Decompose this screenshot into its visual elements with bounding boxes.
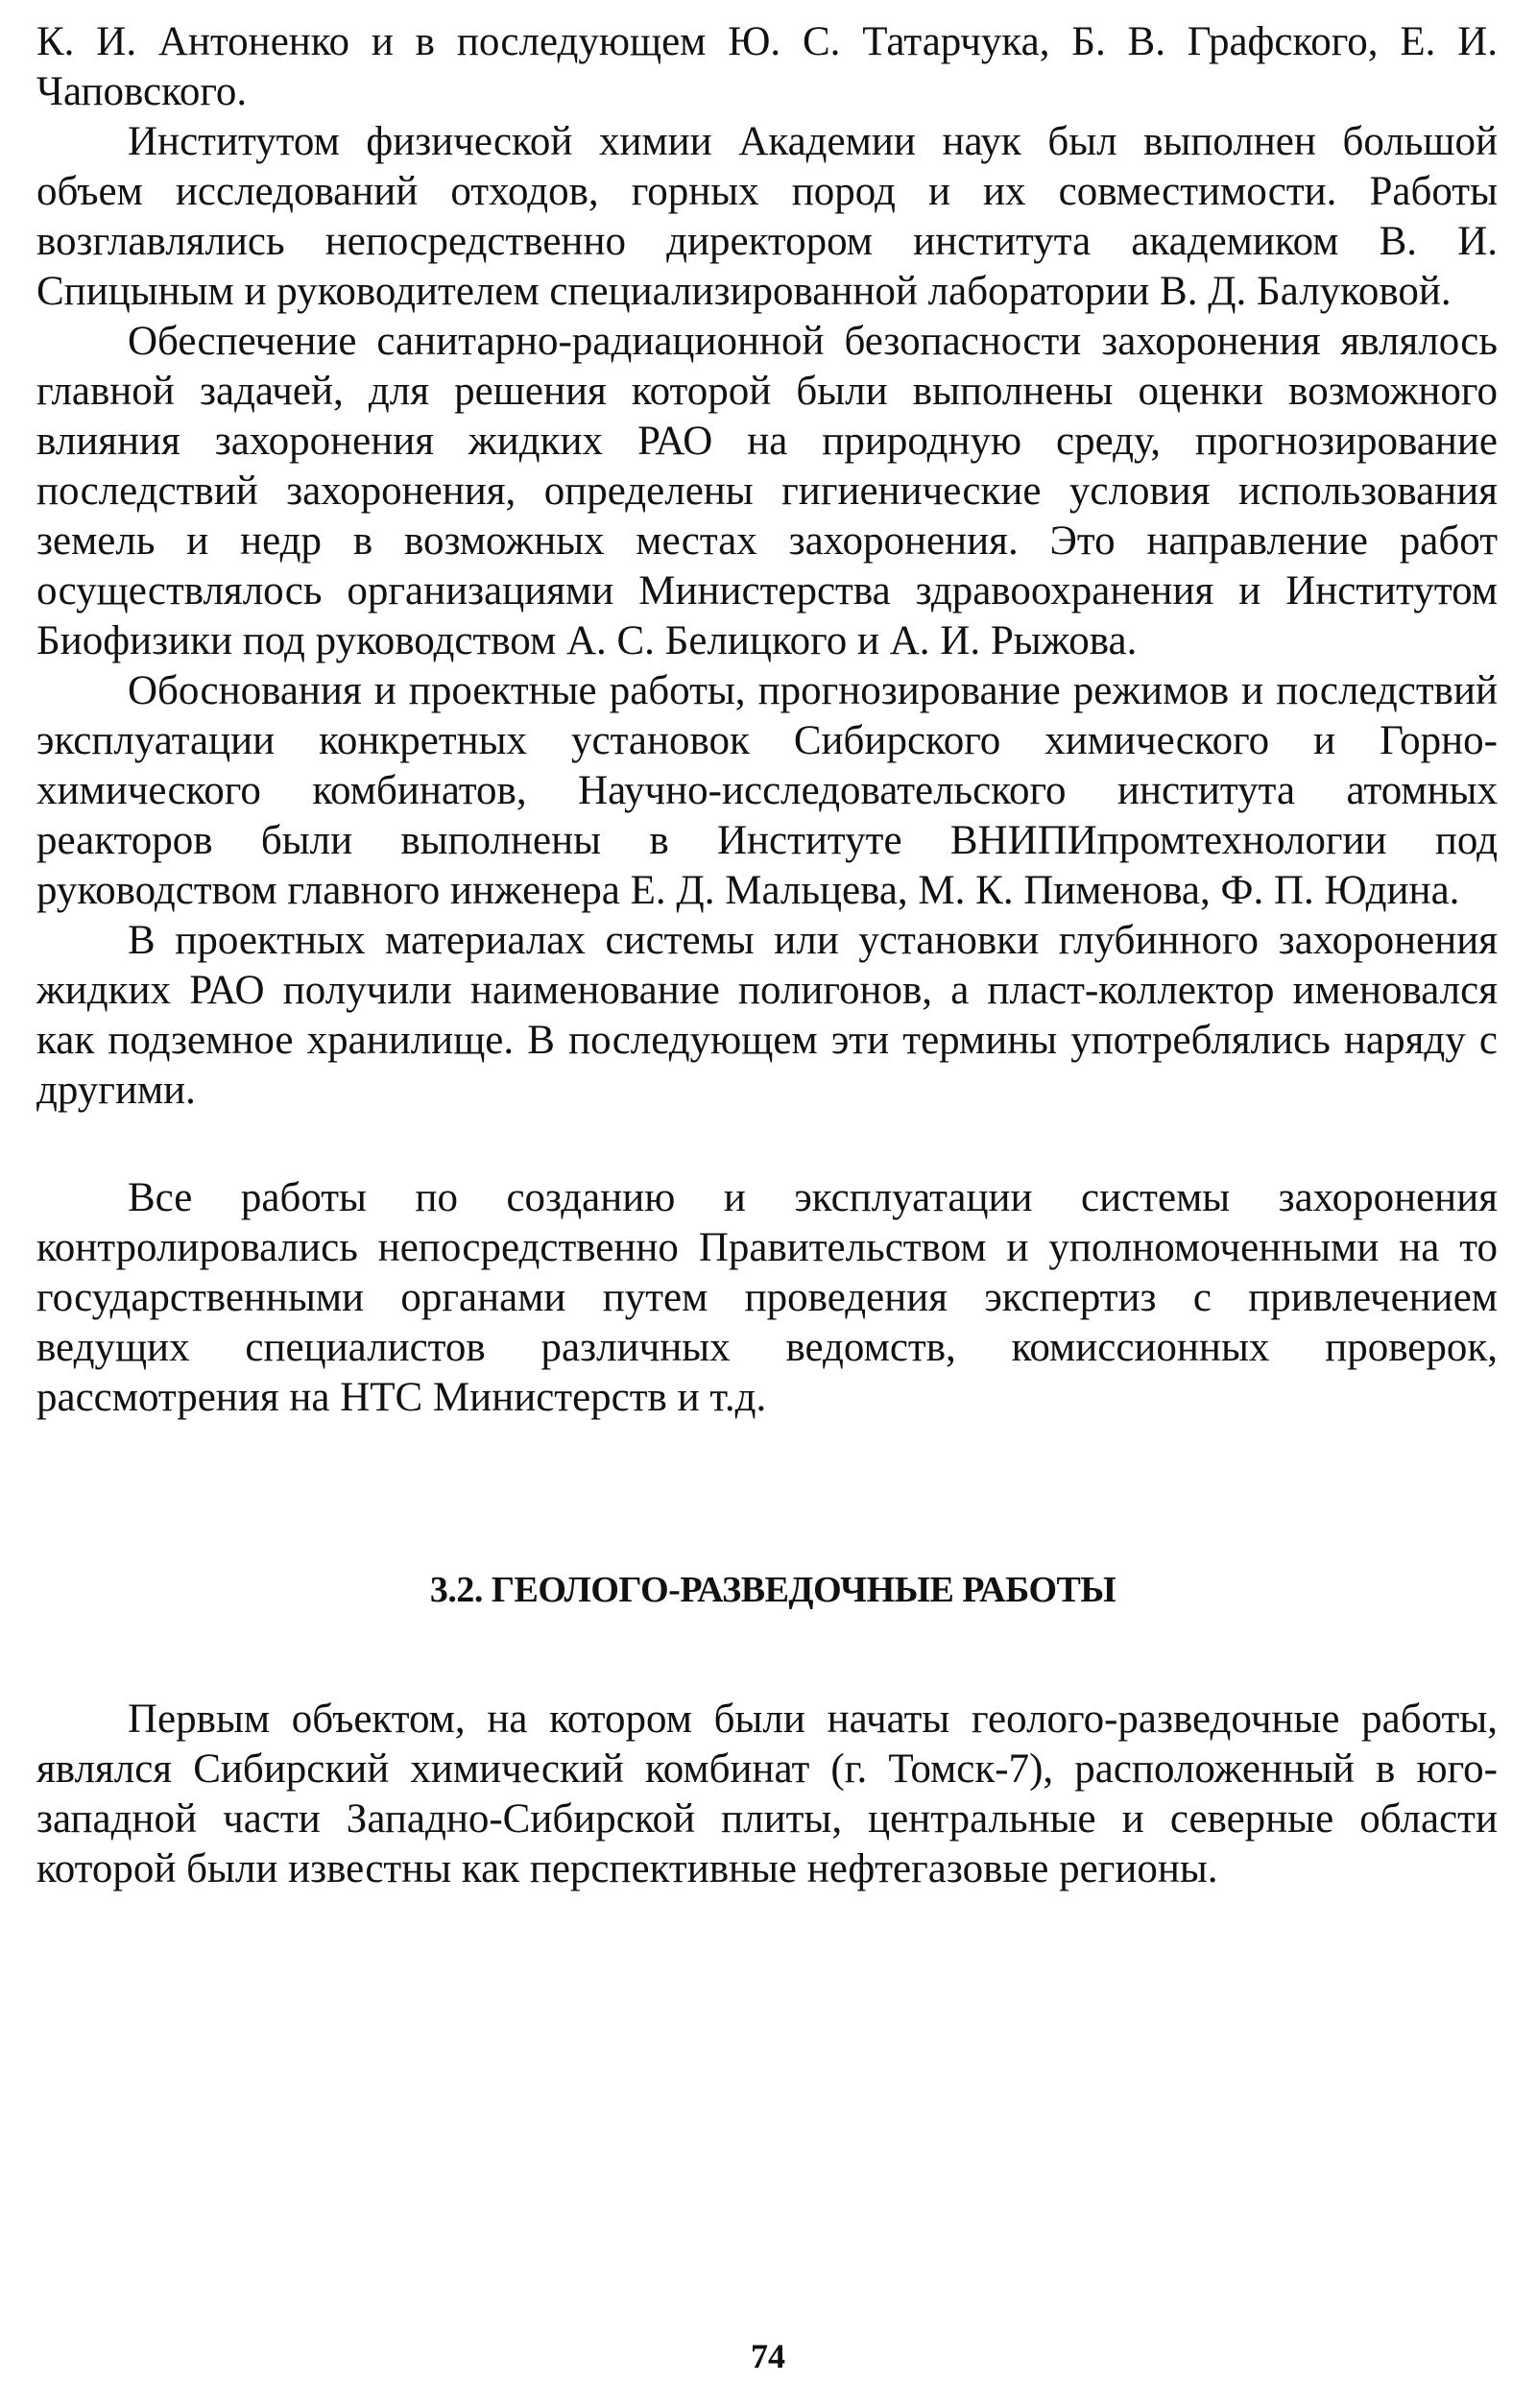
spacer (36, 1116, 1498, 1173)
paragraph-first-object: Первым объектом, на котором были начаты геолого-разведочные работы, являлся Сибирский химический комбинат (г. Томск-7), расположенный в юго-западной части Западно-Сибирской плиты, центральные и северные области которой были известны как перспективные нефтегазовые регионы. (36, 1697, 1498, 1891)
paragraph-radiation-safety: Обеспечение санитарно-радиационной безопасности захоронения являлось главной задачей, для решения которой были выполнены оценки возможного влияния захоронения жидких РАО на природную среду, прогнозирование последствий захоронения, определены гигиенические условия использования земель и недр в возможных местах захоронения. Это направление работ осуществлялось организациями Министерства здравоохранения и Институтом Биофизики под руководством А. С. Белицкого и А. И. Рыжова. (36, 319, 1498, 663)
paragraph-terminology: В проектных материалах системы или установки глубинного захоронения жидких РАО получили наименование полигонов, а пласт-коллектор именовался как подземное хранилище. В последующем эти термины употреблялись наряду с другими. (36, 918, 1498, 1113)
section-heading: 3.2. ГЕОЛОГО-РАЗВЕДОЧНЫЕ РАБОТЫ (429, 1570, 1116, 1610)
spacer (36, 1423, 1498, 1567)
paragraph-government-control: Все работы по созданию и эксплуатации системы захоронения контролировались непосредственно Правительством и уполномоченными на то государственными органами путем проведения экспертиз с привлечением ведущих специалистов различных ведомств, комиссионных проверок, рассмотрения на НТС Министерств и т.д. (36, 1175, 1498, 1420)
paragraph-continuation: К. И. Антоненко и в последующем Ю. С. Татарчука, Б. В. Графского, Е. И. Чаповского. (36, 19, 1498, 114)
spacer (36, 1613, 1498, 1695)
document-page (36, 17, 1498, 1894)
paragraph-design-work: Обоснования и проектные работы, прогнозирование режимов и последствий эксплуатации конкретных установок Сибирского химического и Горно-химического комбинатов, Научно-исследовательского института атомных реакторов были выполнены в Институте ВНИПИпромтехнологии под руководством главного инженера Е. Д. Мальцева, М. К. Пименова, Ф. П. Юдина. (36, 668, 1498, 913)
paragraph-institute-physical-chemistry: Институтом физической химии Академии наук был выполнен большой объем исследований отходов, горных пород и их совместимости. Работы возглавлялись непосредственно директором института академиком В. И. Спицыным и руководителем специализированной лаборатории В. Д. Балуковой. (36, 119, 1498, 314)
page-number: 74 (751, 2337, 785, 2375)
